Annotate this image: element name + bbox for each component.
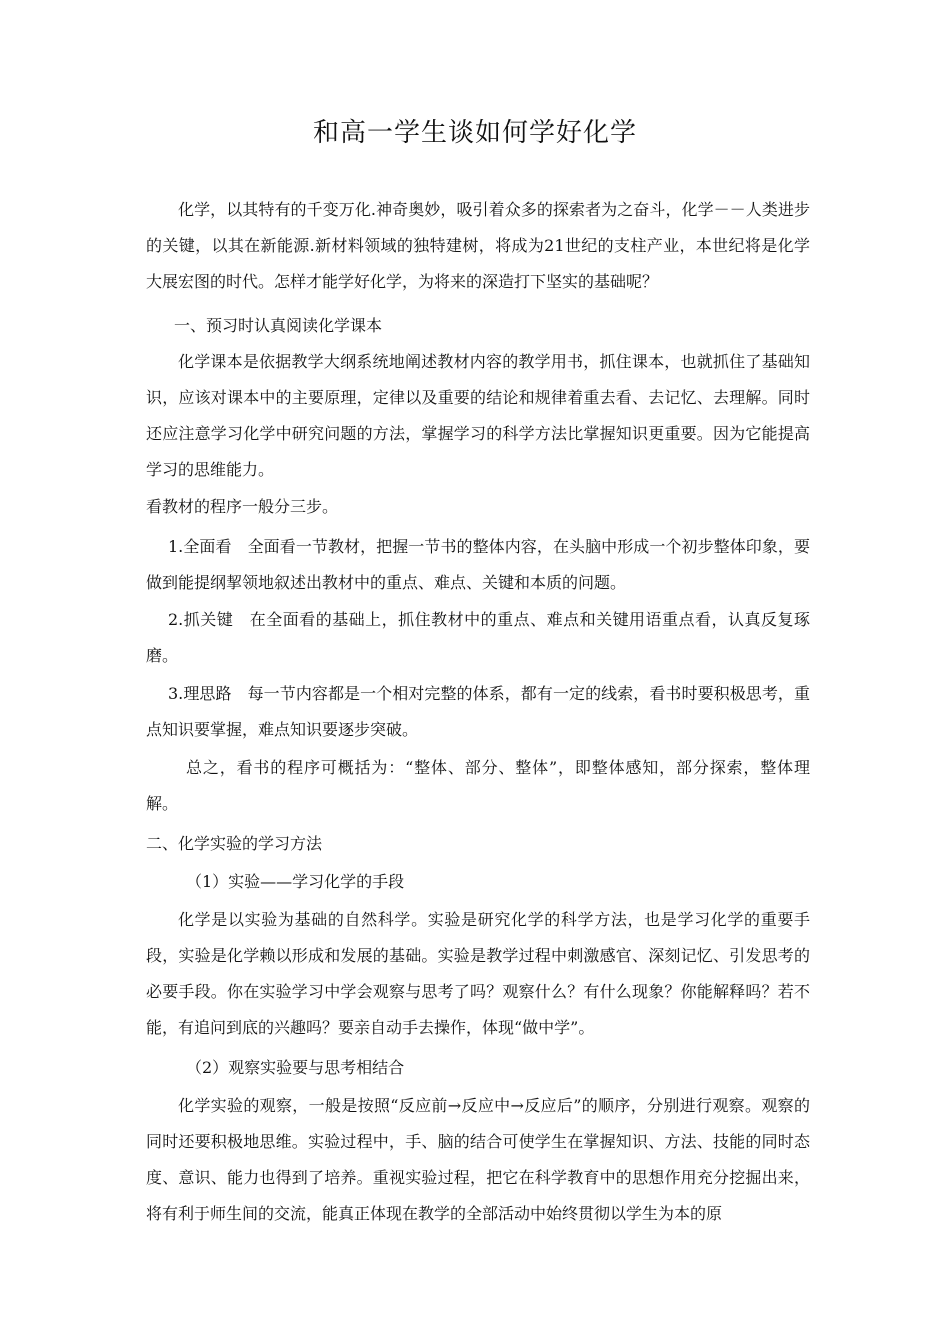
steps-intro: 看教材的程序一般分三步。	[146, 497, 339, 516]
section2-heading: 二、化学实验的学习方法	[146, 834, 323, 853]
sub2-heading: （2）观察实验要与思考相结合	[186, 1058, 405, 1077]
summary-paragraph: 总之，看书的程序可概括为：“整体、部分、整体”，即整体感知，部分探索，整体理解。	[146, 758, 810, 813]
section1-paragraph: 化学课本是依据教学大纲系统地阐述教材内容的教学用书，抓住课本，也就抓住了基础知识，应该对课本中的主要原理，定律以及重要的结论和规律着重去看、去记忆、去理解。同时还应注意学习化学中研究问题的方法，掌握学习的科学方法比掌握知识更重要。因为它能提高学习的思维能力。	[146, 352, 810, 479]
step3-paragraph: 3.理思路 每一节内容都是一个相对完整的体系，都有一定的线索，看书时要积极思考，重点知识要掌握，难点知识要逐步突破。	[146, 684, 810, 739]
sub1-heading: （1）实验——学习化学的手段	[186, 872, 405, 891]
sub1-paragraph: 化学是以实验为基础的自然科学。实验是研究化学的科学方法，也是学习化学的重要手段，实验是化学赖以形成和发展的基础。实验是教学过程中刺激感官、深刻记忆、引发思考的必要手段。你在实验学习中学会观察与思考了吗？观察什么？有什么现象？你能解释吗？若不能，有追问到底的兴趣吗？要亲自动手去操作，体现“做中学”。	[146, 910, 810, 1037]
document-title: 和高一学生谈如何学好化学	[312, 118, 637, 148]
section1-heading: 一、预习时认真阅读化学课本	[174, 316, 383, 335]
step1-paragraph: 1.全面看 全面看一节教材，把握一节书的整体内容，在头脑中形成一个初步整体印象，要做到能提纲挈领地叙述出教材中的重点、难点、关键和本质的问题。	[146, 537, 810, 592]
sub2-paragraph: 化学实验的观察，一般是按照“反应前→反应中→反应后”的顺序，分别进行观察。观察的同时还要积极地思维。实验过程中，手、脑的结合可使学生在掌握知识、方法、技能的同时态度、意识、能力也得到了培养。重视实验过程，把它在科学教育中的思想作用充分挖掘出来，将有利于师生间的交流，能真正体现在教学的全部活动中始终贯彻以学生为本的原	[146, 1096, 810, 1223]
intro-paragraph: 化学，以其特有的千变万化.神奇奥妙，吸引着众多的探索者为之奋斗，化学－－人类进步的关键，以其在新能源.新材料领域的独特建树，将成为21世纪的支柱产业，本世纪将是化学大展宏图的时代。怎样才能学好化学，为将来的深造打下坚实的基础呢？	[146, 200, 810, 291]
step2-paragraph: 2.抓关键 在全面看的基础上，抓住教材中的重点、难点和关键用语重点看，认真反复琢磨。	[146, 610, 810, 665]
